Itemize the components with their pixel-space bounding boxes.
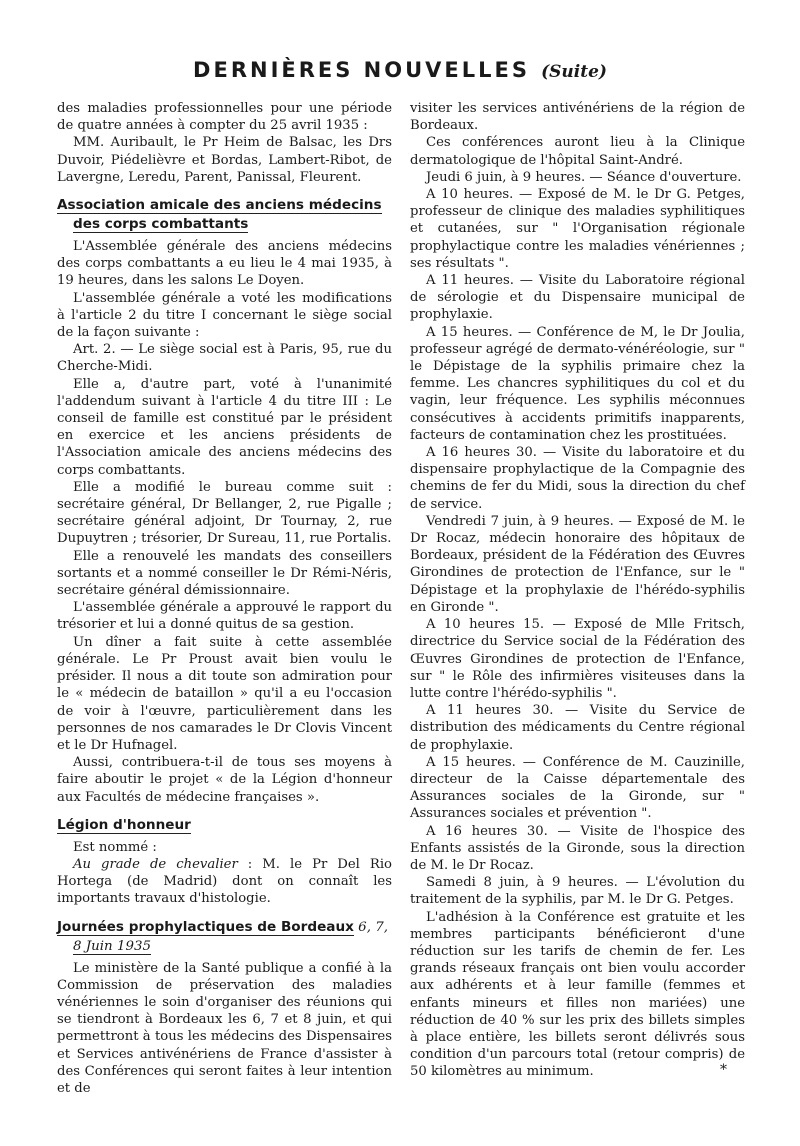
- paragraph: Vendredi 7 juin, à 9 heures. — Exposé de M. le Dr Rocaz, médecin honoraire des hôpitaux de Bordeaux, président de la Fédération des Œuvres Girondines de protection de l'Enfance, sur le " Dépistage et la prophylaxie de l'hérédo-syphilis en Gironde ".: [410, 513, 745, 615]
- paragraph: Elle a renouvelé les mandats des conseillers sortants et a nommé conseiller le Dr Rémi-Néris, secrétaire général démissionnaire.: [57, 548, 392, 599]
- right-column: [410, 100, 745, 1081]
- paragraph: L'assemblée générale a voté les modifications à l'article 2 du titre I concernant le siège social de la façon suivante :: [57, 290, 392, 341]
- paragraph: Samedi 8 juin, à 9 heures. — L'évolution du traitement de la syphilis, par M. le Dr G. Petges.: [410, 875, 745, 908]
- paragraph: A 11 heures 30. — Visite du Service de distribution des médicaments du Centre régional de prophylaxie.: [410, 703, 745, 753]
- end-star: *: [720, 1062, 727, 1078]
- paragraph: Elle a, d'autre part, voté à l'unanimité l'addendum suivant à l'article 4 du titre III : Le conseil de famille est constitué par le président en exercice et les anciens présidents de l'Association amicale des anciens médecins des corps combattants.: [57, 376, 392, 478]
- heading-line-1: Légion d'honneur: [57, 816, 191, 833]
- paragraph: A 15 heures. — Conférence de M. Cauzinille, directeur de la Caisse départementale des Assurances sociales de la Gironde, sur " Assurances sociales et prévention ".: [410, 754, 745, 822]
- paragraph: A 15 heures. — Conférence de M, le Dr Joulia, professeur agrégé de dermato-vénéréologie, sur " le Dépistage de la syphilis primaire chez la femme. Les chancres syphilitiques du col et du vagin, leur fréquence. Les syphilis méconnues consécutives à accidents primitifs inapparents, facteurs de contamination chez les prostituées.: [410, 324, 745, 443]
- title-suite: (Suite): [541, 62, 607, 82]
- page-title: [0, 58, 800, 82]
- section-heading-journees: [57, 918, 392, 956]
- paragraph: [57, 856, 392, 908]
- title-main: DERNIÈRES NOUVELLES: [193, 58, 530, 82]
- paragraph: L'Assemblée générale des anciens médecins des corps combattants a eu lieu le 4 mai 1935, à 19 heures, dans les salons Le Doyen.: [57, 239, 392, 289]
- paragraph: Le ministère de la Santé publique a confié à la Commission de préservation des maladies vénériennes le soin d'organiser des réunions qui se tiendront à Bordeaux les 6, 7 et 8 juin, et qui permettront à tous les médecins des Dispensaires et Services antivénériens de France d'assister à des Conférences qui seront faites à leur intention et de: [57, 960, 392, 1096]
- paragraph: A 16 heures 30. — Visite du laboratoire et du dispensaire prophylactique de la Compagnie des chemins de fer du Midi, sous la direction du chef de service.: [410, 445, 745, 512]
- paragraph: Ces conférences auront lieu à la Clinique dermatologique de l'hôpital Saint-André.: [410, 135, 745, 168]
- heading-line-1: Association amicale des anciens médecins: [57, 197, 382, 214]
- paragraph: A 10 heures 15. — Exposé de Mlle Fritsch, directrice du Service social de la Fédération des Œuvres Girondines de protection de l'Enfance, sur " le Rôle des infirmières visiteuses dans la lutte contre l'hérédo-syphilis ".: [410, 617, 745, 701]
- paragraph: A 10 heures. — Exposé de M. le Dr G. Petges, professeur de clinique des maladies syphilitiques et cutanées, sur " l'Organisation régionale prophylactique contre les maladies vénériennes ; ses résultats ".: [410, 187, 745, 271]
- section-heading-association: [57, 196, 392, 234]
- paragraph: des maladies professionnelles pour une période de quatre années à compter du 25 avril 1935 :: [57, 101, 392, 134]
- paragraph: L'assemblée générale a approuvé le rapport du trésorier et lui a donné quitus de sa gestion.: [57, 600, 392, 633]
- paragraph: visiter les services antivénériens de la région de Bordeaux.: [410, 101, 745, 134]
- paragraph: Art. 2. — Le siège social est à Paris, 95, rue du Cherche-Midi.: [57, 342, 392, 375]
- heading-line-1: Journées prophylactiques de Bordeaux: [57, 918, 354, 935]
- paragraph: L'adhésion à la Conférence est gratuite et les membres participants bénéficieront d'une réduction sur les tarifs de chemin de fer. Les grands réseaux français ont bien voulu accorder aux adhérents et à leur famille (femmes et enfants mineurs et filles non mariées) une réduction de 40 % sur les prix des billets simples à place entière, les billets seront délivrés sous condition d'un parcours total (retour compris) de 50 kilomètres au minimum.: [410, 909, 745, 1080]
- paragraph: Aussi, contribuera-t-il de tous ses moyens à faire aboutir le projet « de la Légion d'honneur aux Facultés de médecine françaises ».: [57, 755, 392, 805]
- paragraph-text: : M. le Pr Del Rio Hortega (de Madrid) dont on connaît les importants travaux d'histologie.: [57, 856, 392, 907]
- heading-line-2: des corps combattants: [73, 216, 249, 233]
- paragraph: Jeudi 6 juin, à 9 heures. — Séance d'ouverture.: [426, 169, 742, 185]
- paragraph: Un dîner a fait suite à cette assemblée générale. Le Pr Proust avait bien voulu le présider. Il nous a dit toute son admiration pour le « médecin de bataillon » qu'il a eu l'occasion de voir à l'œuvre, particulièrement dans les personnes de nos camarades le Dr Clovis Vincent et le Dr Hufnagel.: [57, 634, 392, 753]
- heading-line-2: 8 Juin 1935: [73, 938, 152, 954]
- paragraph: A 11 heures. — Visite du Laboratoire régional de sérologie et du Dispensaire municipal de prophylaxie.: [410, 273, 745, 323]
- left-column: [57, 100, 392, 1097]
- paragraph: Est nommé :: [73, 839, 157, 855]
- italic-grade: Au grade de chevalier: [73, 856, 238, 872]
- paragraph: Elle a modifié le bureau comme suit : secrétaire général, Dr Bellanger, 2, rue Pigalle ; secrétaire général adjoint, Dr Tournay, 2, rue Dupuytren ; trésorier, Dr Sureau, 11, rue Portalis.: [57, 479, 392, 547]
- paragraph: MM. Auribault, le Pr Heim de Balsac, les Drs Duvoir, Piédelièvre et Bordas, Lambert-Ribot, de Lavergne, Leredu, Parent, Panissal, Fleurent.: [57, 135, 392, 185]
- paragraph: A 16 heures 30. — Visite de l'hospice des Enfants assistés de la Gironde, sous la direction de M. le Dr Rocaz.: [410, 823, 745, 873]
- section-heading-legion: [57, 816, 392, 835]
- heading-dates: 6, 7,: [353, 919, 388, 935]
